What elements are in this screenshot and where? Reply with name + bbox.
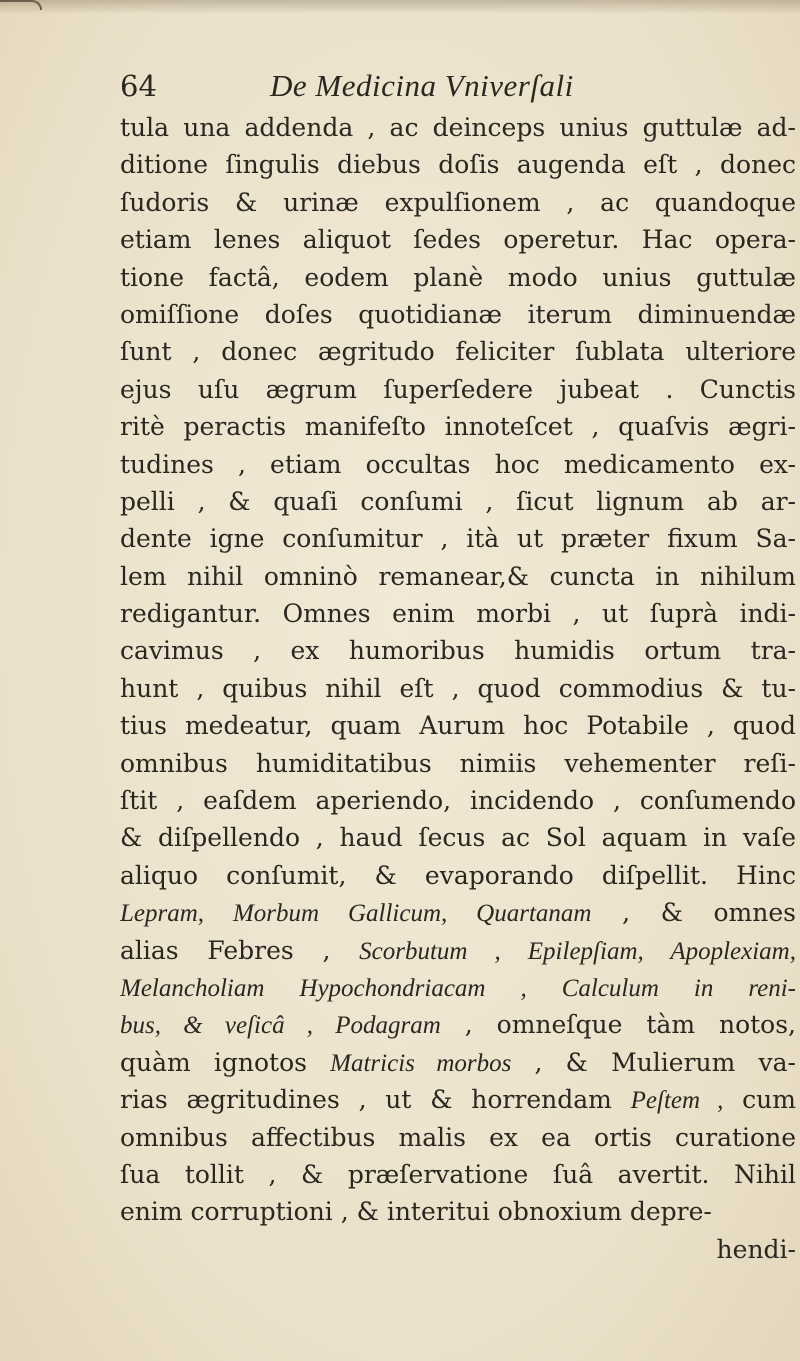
text-segment: tula una addenda , ac deinceps unius guttulæ ad- (120, 113, 796, 142)
text-line (120, 259, 796, 296)
text-segment: omnibus affectibus malis ex ea ortis curatione (120, 1122, 796, 1152)
text-segment: omnibus humiditatibus nimiis vehementer reſi- (120, 748, 796, 778)
text-segment: cum (723, 1085, 796, 1115)
text-segment: redigantur. Omnes enim morbi , ut ſuprà indi- (120, 599, 796, 629)
text-segment: lem nihil omninò remanear,& cuncta in nihilum (120, 561, 796, 591)
running-title: De Medicina Vniverſali (270, 68, 574, 103)
text-line (120, 333, 796, 370)
text-segment: ſtit , eaſdem aperiendo, incidendo , conſumendo (120, 786, 796, 816)
text-segment: tione factâ, eodem planè modo unius guttulæ (120, 262, 796, 292)
text-segment: ſua tollit , & præſervatione ſuâ avertit. Nihil (120, 1159, 796, 1189)
text-line (120, 782, 796, 819)
text-line (120, 109, 796, 146)
text-segment: , & Mulierum va- (511, 1047, 796, 1077)
text-segment: ſunt , donec ægritudo feliciter ſublata ulteriore (120, 337, 796, 367)
text-line (120, 1193, 796, 1230)
italic-text-segment: Scorbutum , Epilepſiam, Apoplexiam, (359, 937, 796, 965)
text-line (120, 670, 796, 707)
running-head (120, 64, 760, 108)
text-line (120, 1006, 796, 1043)
text-line (120, 446, 796, 483)
text-segment: omiſſione doſes quotidianæ iterum diminuendæ (120, 299, 796, 329)
page-number: 64 (120, 69, 157, 103)
body-text (120, 109, 796, 1268)
italic-text-segment: Lepram, Morbum Gallicum, Quartanam (120, 900, 592, 928)
page-corner-mark (0, 0, 42, 10)
text-line (120, 894, 796, 931)
text-segment: cavimus , ex humoribus humidis ortum tra- (120, 636, 796, 666)
text-line (120, 558, 796, 595)
text-line (120, 707, 796, 744)
text-line (120, 969, 796, 1006)
italic-text-segment: bus, & veſicâ , Podagram (120, 1012, 441, 1040)
text-line (120, 483, 796, 520)
text-line (120, 296, 796, 333)
text-segment: hunt , quibus nihil eſt , quod commodius & tu- (120, 673, 796, 703)
italic-text-segment: Melancholiam Hypochondriacam , Calculum in reni- (120, 974, 796, 1002)
text-segment: tudines , etiam occultas hoc medicamento ex- (120, 449, 796, 479)
text-segment: pelli , & quaſi conſumi , ſicut lignum ab ar- (120, 486, 796, 516)
text-segment: ejus uſu ægrum ſuperſedere jubeat . Cunctis (120, 374, 796, 404)
text-line (120, 857, 796, 894)
text-segment: , omneſque tàm notos, (440, 1010, 796, 1040)
text-segment: quàm ignotos (120, 1047, 331, 1077)
text-segment: rias ægritudines , ut & horrendam (120, 1085, 631, 1115)
text-segment: alias Febres , (120, 935, 360, 965)
text-line (120, 632, 796, 669)
text-segment: dente igne conſumitur , ità ut præter fixum Sa- (120, 524, 796, 554)
text-line (120, 1081, 796, 1118)
text-line (120, 1119, 796, 1156)
italic-text-segment: Peſtem , (630, 1087, 724, 1115)
text-segment: ritè peractis manifeſto innoteſcet , quaſvis ægri- (120, 412, 796, 442)
text-line (120, 408, 796, 445)
text-segment: aliquo conſumit, & evaporando diſpellit. Hinc (120, 860, 796, 890)
text-segment: & diſpellendo , haud ſecus ac Sol aquam in vaſe (120, 823, 796, 853)
text-line (120, 520, 796, 557)
text-line (120, 221, 796, 258)
text-segment: tius medeatur, quam Aurum hoc Potabile , quod (120, 711, 796, 741)
text-line (120, 146, 796, 183)
text-line (120, 371, 796, 408)
text-segment: enim corruptioni , & interitui obnoxium depre- (120, 1197, 712, 1227)
text-segment: ſudoris & urinæ expulſionem , ac quandoque (120, 187, 796, 217)
catchword: hendi- (716, 1234, 796, 1264)
text-line (120, 745, 796, 782)
text-segment: ditione ſingulis diebus doſis augenda eſt , donec (120, 150, 796, 180)
page-fold-shadow (0, 0, 800, 14)
text-line (120, 819, 796, 856)
text-line (120, 595, 796, 632)
text-line (120, 932, 796, 969)
text-line (120, 184, 796, 221)
text-segment: etiam lenes aliquot ſedes operetur. Hac opera- (120, 225, 796, 255)
text-line (120, 1156, 796, 1193)
text-segment: , & omnes (591, 898, 796, 928)
italic-text-segment: Matricis morbos (330, 1049, 512, 1077)
text-line (120, 1044, 796, 1081)
